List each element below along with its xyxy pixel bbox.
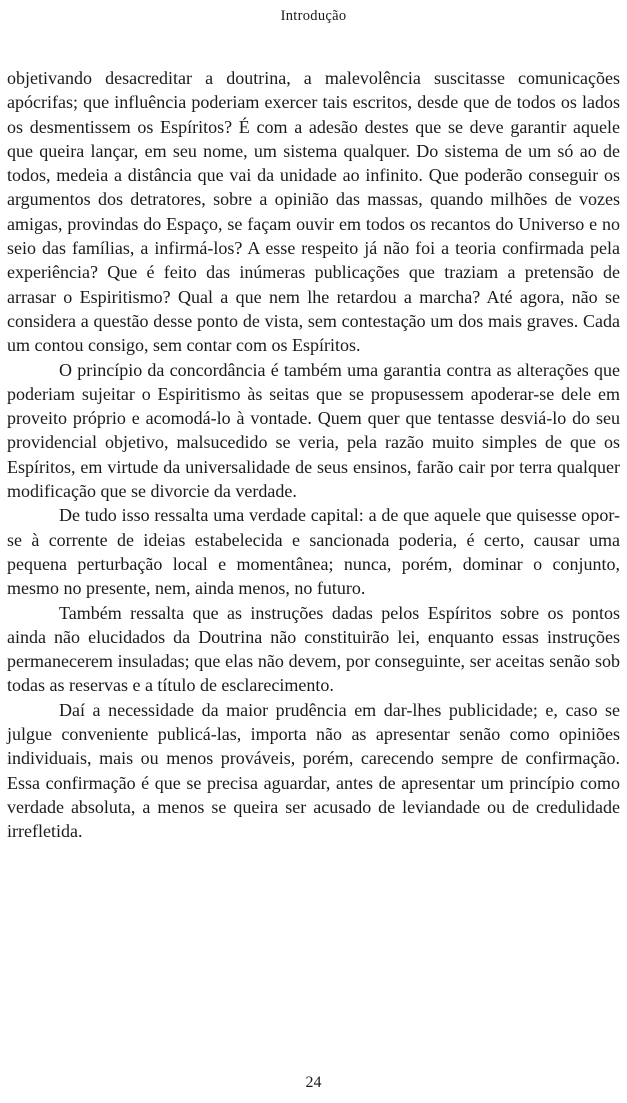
paragraph-prudence: Daí a necessidade da maior prudência em dar-lhes publicidade; e, caso se julgue conveniente publicá-las, importa não as apresentar senão como opiniões individuais, mais ou menos prováveis, porém, carecendo sempre de confirmação. Essa confirmação é que se precisa aguardar, antes de apresentar um princípio como verdade absoluta, a menos se queira ser acusado de leviandade ou de credulidade irrefletida. bbox=[7, 699, 620, 842]
paragraph-continuation: objetivando desacreditar a doutrina, a malevolência suscitasse comunicações apócrifas; que influência poderiam exercer tais escritos, desde que de todos os lados os desmentissem os Espíritos? É com a adesão destes que se deve garantir aquele que queira lançar, em seu nome, um sistema qualquer. Do sistema de um só ao de todos, medeia a distância que vai da unidade ao infinito. Que poderão conseguir os argumentos dos detratores, sobre a opinião das massas, quando milhões de vozes amigas, provindas do Espaço, se façam ouvir em todos os recantos do Universo e no seio das famílias, a infirmá-los? A esse respeito já não foi a teoria confirmada pela experiência? Que é feito das inúmeras publicações que traziam a pretensão de arrasar o Espiritismo? Qual a que nem lhe retardou a marcha? Até agora, não se considera a questão desse ponto de vista, sem contestação um dos mais graves. Cada um contou consigo, sem contar com os Espíritos. bbox=[7, 68, 620, 356]
body-text bbox=[7, 66, 620, 844]
running-head: Introdução bbox=[280, 8, 347, 24]
paragraph-capital-truth: De tudo isso ressalta uma verdade capital: a de que aquele que quisesse opor-se à corrente de ideias estabelecida e sancionada poderia, é certo, causar uma pequena perturbação local e momentânea; nunca, porém, dominar o conjunto, mesmo no presente, nem, ainda menos, no futuro. bbox=[7, 505, 620, 599]
paragraph-instructions: Também ressalta que as instruções dadas pelos Espíritos sobre os pontos ainda não elucidados da Doutrina não constituirão lei, enquanto essas instruções permanecerem insuladas; que elas não devem, por conseguinte, ser aceitas senão sob todas as reservas e a título de esclarecimento. bbox=[7, 602, 620, 696]
page-number: 24 bbox=[305, 1074, 322, 1091]
paragraph-concordance: O princípio da concordância é também uma garantia contra as alterações que poderiam sujeitar o Espiritismo às seitas que se propusessem apoderar-se dele em proveito próprio e acomodá-lo à vontade. Quem quer que tentasse desviá-lo do seu providencial objetivo, malsucedido se veria, pela razão muito simples de que os Espíritos, em virtude da universalidade de seus ensinos, farão cair por terra qualquer modificação que se divorcie da verdade. bbox=[7, 359, 620, 502]
